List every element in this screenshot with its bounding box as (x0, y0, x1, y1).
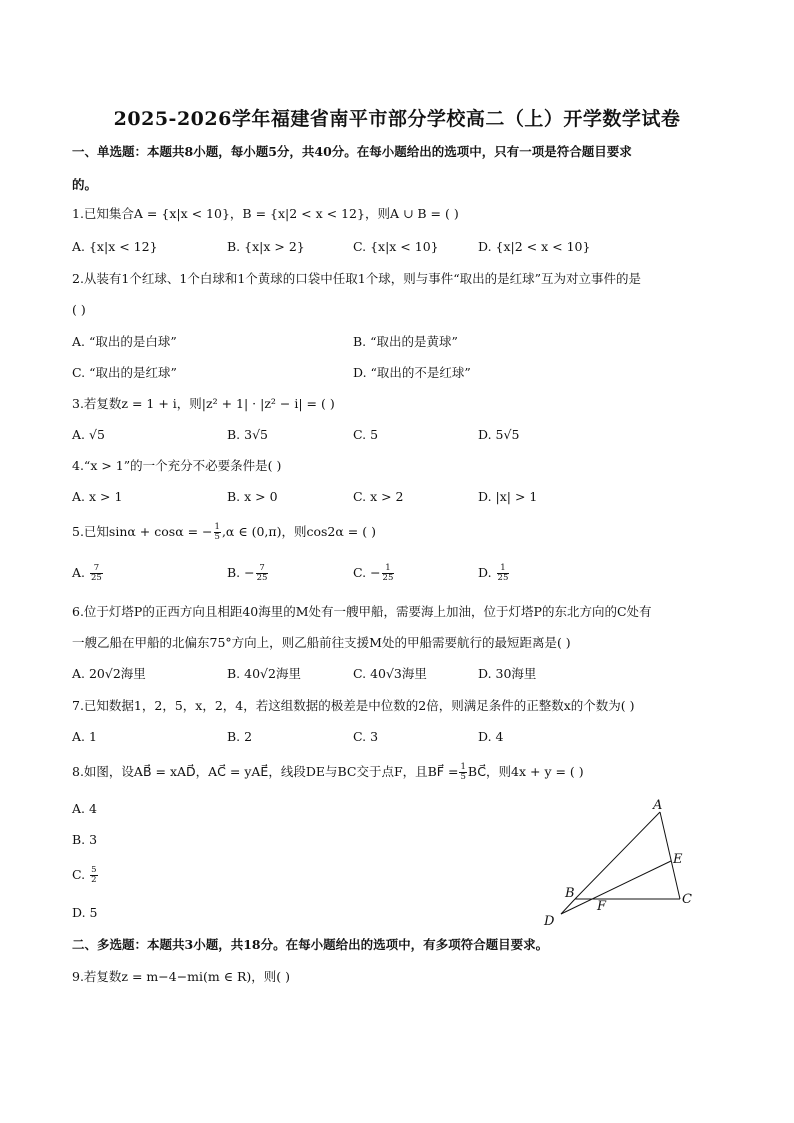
question-5-option-b: B. − $\frac{7}{25}$ (227, 563, 268, 583)
label-e: E (673, 852, 683, 867)
question-6-stem-cont: 一艘乙船在甲船的北偏东75°方向上，则乙船前往支援M处的甲船需要航行的最短距离是( ) (72, 635, 571, 650)
question-3-option-a: A. √5 (72, 427, 105, 442)
question-8-stem-post: BC⃗，则4x + y = ( ) (467, 764, 584, 779)
question-8-option-c: C. $\frac{5}{2}$ (72, 865, 97, 885)
question-8-option-d: D. 5 (72, 905, 98, 920)
question-7-stem: 7.已知数据1，2，5，x，2，4，若这组数据的极差是中位数的2倍，则满足条件的正整数x的个数为( ) (72, 698, 635, 713)
question-6-option-b: B. 40√2海里 (227, 666, 301, 681)
section1-heading: 一、单选题：本题共8小题，每小题5分，共40分。在每小题给出的选项中，只有一项是符合题目要求 (72, 144, 632, 159)
question-9-stem: 9.若复数z = m−4−mi(m ∈ R)，则( ) (72, 969, 290, 984)
page-title: 2025-2026学年福建省南平市部分学校高二（上）开学数学试卷 (113, 108, 681, 130)
question-7-option-a: A. 1 (72, 729, 97, 744)
question-1-option-d: D. {x|2 < x < 10} (478, 239, 591, 254)
question-7-option-c: C. 3 (353, 729, 379, 744)
section1-heading-cont: 的。 (72, 177, 98, 192)
question-5-option-d: D. $\frac{1}{25}$ (478, 563, 509, 583)
question-6-option-c: C. 40√3海里 (353, 666, 427, 681)
question-5-fraction: $\frac{1}{5}$ (214, 522, 220, 542)
question-6-option-a: A. 20√2海里 (72, 666, 146, 681)
question-4-stem: 4.“x > 1”的一个充分不必要条件是( ) (72, 458, 282, 473)
segment-ab (575, 812, 660, 899)
question-8-stem-pre: 8.如图，设AB⃗ = xAD⃗，AC⃗ = yAE⃗，线段DE与BC交于点F，且BF⃗ = (72, 764, 459, 779)
label-c: C (682, 892, 692, 907)
label-d: D (544, 914, 555, 929)
question-4-option-a: A. x > 1 (72, 489, 123, 504)
question-1-option-b: B. {x|x > 2} (227, 239, 305, 254)
question-7-option-d: D. 4 (478, 729, 504, 744)
question-5-option-c: C. − $\frac{1}{25}$ (353, 563, 394, 583)
segment-db (561, 899, 575, 914)
triangle-figure (535, 795, 705, 935)
question-2-option-b: B. “取出的是黄球” (353, 334, 458, 349)
question-6-option-d: D. 30海里 (478, 666, 537, 681)
question-2-option-d: D. “取出的不是红球” (353, 365, 471, 380)
label-b: B (565, 886, 575, 901)
question-2-option-a: A. “取出的是白球” (72, 334, 177, 349)
label-f: F (597, 899, 607, 914)
question-4-option-c: C. x > 2 (353, 489, 404, 504)
question-5-stem-pre: 5.已知sinα + cosα = − (72, 524, 213, 539)
question-6-stem: 6.位于灯塔P的正西方向且相距40海里的M处有一艘甲船，需要海上加油，位于灯塔P的东北方向的C处有 (72, 604, 652, 619)
question-2-stem-cont: ( ) (72, 302, 86, 317)
question-1-option-a: A. {x|x < 12} (72, 239, 158, 254)
question-8-stem (72, 763, 584, 782)
question-8-option-a: A. 4 (72, 801, 97, 816)
question-3-option-c: C. 5 (353, 427, 379, 442)
question-5-option-a: A. $\frac{7}{25}$ (72, 563, 102, 583)
question-3-stem: 3.若复数z = 1 + i，则|z² + 1| · |z² − i| = ( ) (72, 396, 335, 411)
question-1-stem: 1.已知集合A = {x|x < 10}，B = {x|2 < x < 12}，则A ∪ B = ( ) (72, 206, 459, 221)
question-2-option-c: C. “取出的是红球” (72, 365, 177, 380)
question-5-stem-post: ,α ∈ (0,π)，则cos2α = ( ) (221, 524, 376, 539)
question-4-option-d: D. |x| > 1 (478, 489, 538, 504)
question-2-stem: 2.从装有1个红球、1个白球和1个黄球的口袋中任取1个球，则与事件“取出的是红球”互为对立事件的是 (72, 271, 642, 286)
question-7-option-b: B. 2 (227, 729, 253, 744)
question-5-stem (72, 523, 376, 542)
question-1-option-c: C. {x|x < 10} (353, 239, 439, 254)
question-3-option-d: D. 5√5 (478, 427, 520, 442)
question-4-option-b: B. x > 0 (227, 489, 278, 504)
section2-heading: 二、多选题：本题共3小题，共18分。在每小题给出的选项中，有多项符合题目要求。 (72, 937, 549, 952)
question-3-option-b: B. 3√5 (227, 427, 269, 442)
segment-de (561, 861, 671, 914)
label-a: A (653, 798, 663, 813)
question-8-option-b: B. 3 (72, 832, 98, 847)
question-8-fraction: $\frac{1}{5}$ (460, 762, 466, 782)
